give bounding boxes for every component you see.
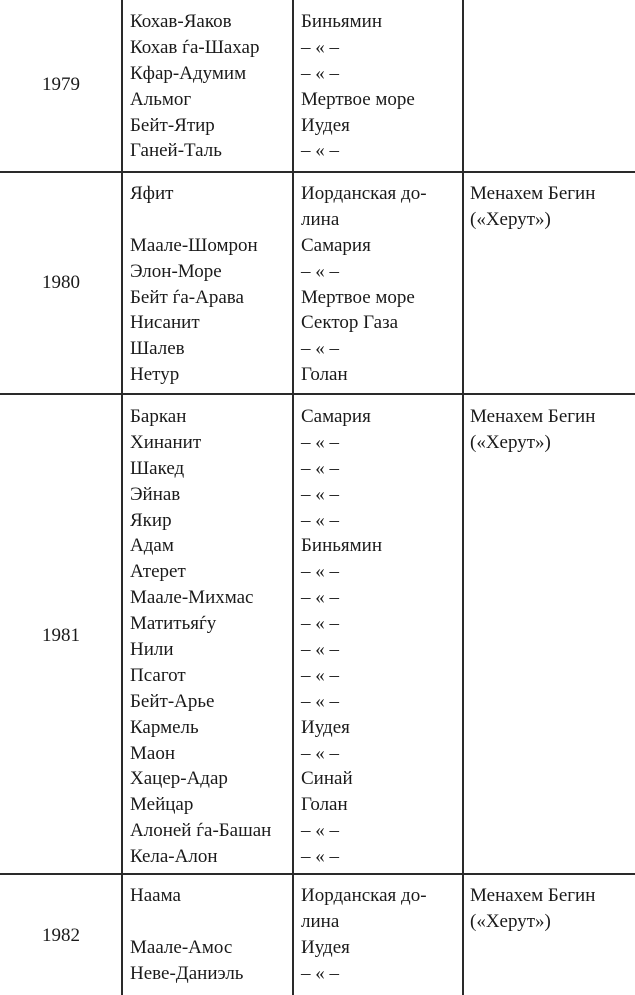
settlement-name: Кармель: [130, 716, 199, 738]
region-name: – « –: [301, 690, 339, 712]
settlement-name: Нили: [130, 639, 174, 661]
settlement-name: Баркан: [130, 406, 187, 427]
government-list: [470, 404, 595, 456]
settlement-list: [130, 404, 271, 870]
settlement-name: Эйнав: [130, 483, 181, 505]
region-name: – « –: [301, 62, 339, 84]
table-row: [0, 393, 635, 873]
settlement-list: [130, 9, 260, 164]
region-name: – « –: [301, 639, 339, 661]
settlement-name: Маале-Шомрон: [130, 234, 258, 256]
settlement-name: [130, 207, 258, 233]
region-name: Иорданская до-: [301, 183, 427, 204]
settlement-name: Маале-Амос: [130, 936, 233, 958]
region-name: лина: [301, 208, 340, 230]
region-name: – « –: [301, 457, 339, 479]
settlement-name: Яфит: [130, 183, 174, 204]
region-name: – « –: [301, 613, 339, 635]
region-name: – « –: [301, 561, 339, 583]
settlement-name: Бейт ѓа-Арава: [130, 286, 244, 308]
settlement-name: Альмог: [130, 88, 192, 110]
settlement-name: Кохав-Яаков: [130, 11, 232, 32]
region-name: – « –: [301, 664, 339, 686]
region-name: – « –: [301, 587, 339, 609]
region-name: лина: [301, 910, 340, 932]
settlement-name: Якир: [130, 509, 172, 531]
settlement-name: Бейт-Арье: [130, 690, 215, 712]
government-list: [470, 883, 595, 935]
table-row: [0, 0, 635, 171]
government-party: («Херут»): [470, 208, 551, 230]
settlement-name: Адам: [130, 535, 174, 557]
region-name: – « –: [301, 140, 339, 162]
settlement-name: Хацер-Адар: [130, 768, 228, 790]
region-list: [301, 9, 415, 164]
settlement-name: Элон-Море: [130, 260, 222, 282]
settlement-name: Шакед: [130, 457, 185, 479]
settlement-name: Наама: [130, 885, 181, 906]
region-name: Сектор Газа: [301, 312, 399, 334]
government-name: Менахем Бегин: [470, 406, 596, 427]
settlement-name: Псагот: [130, 664, 186, 686]
region-name: Иудея: [301, 936, 350, 958]
region-name: – « –: [301, 846, 339, 868]
region-name: – « –: [301, 742, 339, 764]
settlement-name: Маале-Михмас: [130, 587, 254, 609]
region-name: Самария: [301, 234, 371, 256]
region-name: – « –: [301, 338, 339, 360]
region-name: Биньямин: [301, 11, 383, 32]
region-name: – « –: [301, 509, 339, 531]
region-name: Самария: [301, 406, 371, 427]
settlement-name: Матитьяѓу: [130, 613, 217, 635]
settlement-name: Маон: [130, 742, 175, 764]
government-list: [470, 181, 595, 233]
settlement-name: Мейцар: [130, 794, 194, 816]
government-name: Менахем Бегин: [470, 183, 596, 204]
settlement-name: Нисанит: [130, 312, 200, 334]
table-row: [0, 873, 635, 995]
year-cell: 1979: [42, 74, 80, 95]
region-name: – « –: [301, 431, 339, 453]
settlement-name: Кфар-Адумим: [130, 62, 247, 84]
settlement-name: Бейт-Ятир: [130, 114, 215, 136]
settlement-name: Кела-Алон: [130, 846, 218, 868]
government-name: Менахем Бегин: [470, 885, 596, 906]
settlement-name: Атерет: [130, 561, 186, 583]
region-name: Голан: [301, 794, 348, 816]
region-name: – « –: [301, 820, 339, 842]
settlement-name: Шалев: [130, 338, 185, 360]
region-list: [301, 883, 427, 987]
region-list: [301, 404, 382, 870]
region-name: Голан: [301, 364, 348, 386]
region-name: – « –: [301, 260, 339, 282]
region-list: [301, 181, 427, 388]
settlement-name: Неве-Даниэль: [130, 962, 244, 984]
region-name: Мертвое море: [301, 286, 415, 308]
region-name: – « –: [301, 962, 339, 984]
settlement-list: [130, 883, 243, 987]
settlement-list: [130, 181, 258, 388]
region-name: – « –: [301, 36, 339, 58]
settlement-name: Хинанит: [130, 431, 202, 453]
government-party: («Херут»): [470, 431, 551, 453]
settlement-name: [130, 909, 243, 935]
settlement-name: Нетур: [130, 364, 180, 386]
region-name: Синай: [301, 768, 353, 790]
year-cell: 1982: [42, 925, 80, 946]
year-cell: 1980: [42, 272, 80, 293]
region-name: Иудея: [301, 114, 350, 136]
government-party: («Херут»): [470, 910, 551, 932]
region-name: Иорданская до-: [301, 885, 427, 906]
region-name: – « –: [301, 483, 339, 505]
settlement-name: Алоней ѓа-Башан: [130, 820, 272, 842]
settlement-name: Кохав ѓа-Шахар: [130, 36, 260, 58]
settlement-name: Ганей-Таль: [130, 140, 222, 162]
year-cell: 1981: [42, 625, 80, 646]
region-name: Мертвое море: [301, 88, 415, 110]
region-name: Биньямин: [301, 535, 383, 557]
region-name: Иудея: [301, 716, 350, 738]
table-row: [0, 171, 635, 393]
